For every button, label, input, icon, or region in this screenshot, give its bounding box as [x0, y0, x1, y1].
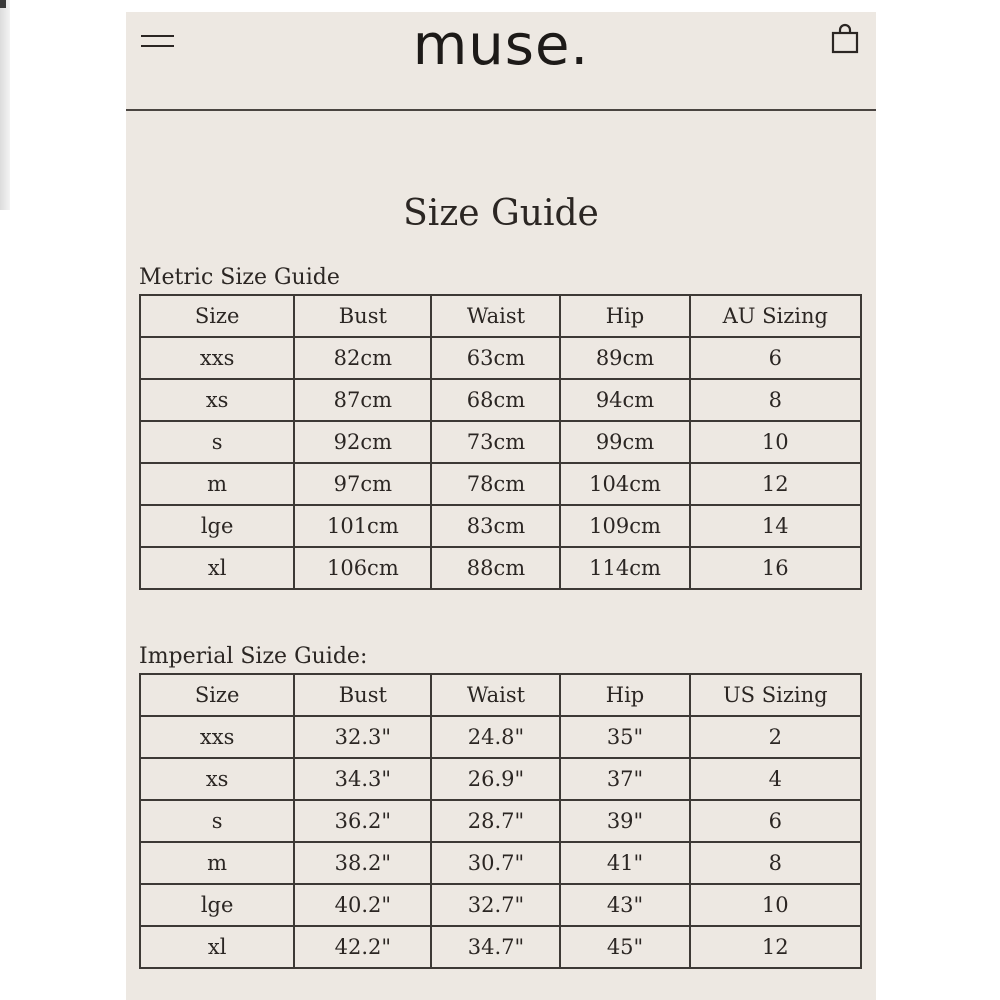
table-cell: lge	[140, 884, 294, 926]
table-cell: 10	[690, 421, 861, 463]
table-row	[140, 337, 861, 379]
table-cell: 43"	[560, 884, 689, 926]
table-cell: 101cm	[294, 505, 431, 547]
table-cell: 104cm	[560, 463, 689, 505]
table-cell: 78cm	[431, 463, 560, 505]
table-row	[140, 463, 861, 505]
table-cell: 12	[690, 463, 861, 505]
table-row	[140, 716, 861, 758]
table-cell: 34.3"	[294, 758, 431, 800]
table-cell: 41"	[560, 842, 689, 884]
table-row	[140, 800, 861, 842]
table-cell: xl	[140, 926, 294, 968]
shopping-bag-icon[interactable]	[830, 23, 860, 55]
table-cell: 97cm	[294, 463, 431, 505]
table-cell: 10	[690, 884, 861, 926]
site-header	[126, 12, 876, 111]
table-cell: 39"	[560, 800, 689, 842]
table-cell: 88cm	[431, 547, 560, 589]
column-header: Size	[140, 674, 294, 716]
table-cell: 36.2"	[294, 800, 431, 842]
column-header: Bust	[294, 295, 431, 337]
table-cell: 89cm	[560, 337, 689, 379]
metric-section-title: Metric Size Guide	[139, 265, 340, 290]
table-cell: 16	[690, 547, 861, 589]
table-cell: 24.8"	[431, 716, 560, 758]
table-cell: 92cm	[294, 421, 431, 463]
imperial-size-table	[139, 673, 862, 969]
page-title: Size Guide	[403, 193, 599, 234]
table-cell: 109cm	[560, 505, 689, 547]
table-cell: xl	[140, 547, 294, 589]
table-cell: 6	[690, 337, 861, 379]
size-guide-page	[126, 12, 876, 1000]
background-window-edge	[0, 0, 10, 210]
table-cell: 34.7"	[431, 926, 560, 968]
table-header-row	[140, 295, 861, 337]
table-cell: 83cm	[431, 505, 560, 547]
table-row	[140, 884, 861, 926]
table-row	[140, 379, 861, 421]
table-row	[140, 547, 861, 589]
table-cell: 26.9"	[431, 758, 560, 800]
table-cell: 38.2"	[294, 842, 431, 884]
table-cell: m	[140, 842, 294, 884]
table-cell: 73cm	[431, 421, 560, 463]
brand-logo[interactable]: muse.	[412, 13, 590, 78]
window-corner	[0, 0, 6, 8]
table-cell: 8	[690, 842, 861, 884]
table-cell: 2	[690, 716, 861, 758]
table-row	[140, 505, 861, 547]
table-cell: 32.7"	[431, 884, 560, 926]
column-header: Hip	[560, 295, 689, 337]
table-cell: 42.2"	[294, 926, 431, 968]
metric-size-table	[139, 294, 862, 590]
table-cell: 14	[690, 505, 861, 547]
table-row	[140, 926, 861, 968]
table-cell: 30.7"	[431, 842, 560, 884]
table-cell: xs	[140, 379, 294, 421]
table-header-row	[140, 674, 861, 716]
table-cell: 114cm	[560, 547, 689, 589]
column-header: Waist	[431, 674, 560, 716]
table-cell: 12	[690, 926, 861, 968]
table-row	[140, 421, 861, 463]
table-cell: 106cm	[294, 547, 431, 589]
table-cell: s	[140, 421, 294, 463]
table-cell: 4	[690, 758, 861, 800]
table-cell: 82cm	[294, 337, 431, 379]
table-cell: 40.2"	[294, 884, 431, 926]
column-header: Size	[140, 295, 294, 337]
table-cell: 32.3"	[294, 716, 431, 758]
column-header: US Sizing	[690, 674, 861, 716]
table-cell: 6	[690, 800, 861, 842]
imperial-section-title: Imperial Size Guide:	[139, 644, 368, 669]
column-header: Bust	[294, 674, 431, 716]
table-cell: 8	[690, 379, 861, 421]
table-cell: lge	[140, 505, 294, 547]
table-cell: 94cm	[560, 379, 689, 421]
table-cell: 28.7"	[431, 800, 560, 842]
table-cell: m	[140, 463, 294, 505]
table-cell: 63cm	[431, 337, 560, 379]
column-header: Hip	[560, 674, 689, 716]
table-cell: xs	[140, 758, 294, 800]
table-cell: 99cm	[560, 421, 689, 463]
table-cell: xxs	[140, 337, 294, 379]
table-cell: 87cm	[294, 379, 431, 421]
table-cell: s	[140, 800, 294, 842]
table-cell: 35"	[560, 716, 689, 758]
table-cell: 45"	[560, 926, 689, 968]
table-cell: xxs	[140, 716, 294, 758]
table-row	[140, 842, 861, 884]
table-row	[140, 758, 861, 800]
table-cell: 37"	[560, 758, 689, 800]
column-header: AU Sizing	[690, 295, 861, 337]
column-header: Waist	[431, 295, 560, 337]
table-cell: 68cm	[431, 379, 560, 421]
